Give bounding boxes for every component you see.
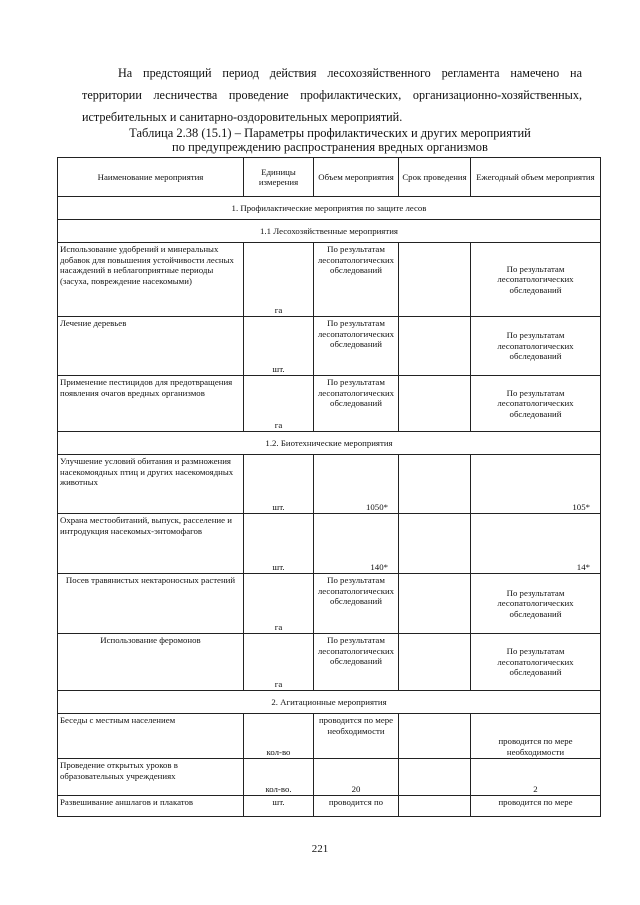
header-annual: Ежегодный объем мероприятия bbox=[471, 158, 601, 197]
section-heading: 1. Профилактические мероприятия по защите лесов bbox=[58, 197, 601, 220]
row-term bbox=[399, 759, 471, 796]
table-row bbox=[58, 317, 601, 376]
table-caption bbox=[60, 126, 600, 154]
page-number: 221 bbox=[311, 843, 329, 855]
caption-line-2: по предупреждению распространения вредных организмов bbox=[172, 140, 488, 154]
table-row bbox=[58, 574, 601, 634]
row-term bbox=[399, 634, 471, 691]
row-volume: 140* bbox=[314, 514, 399, 574]
intro-text: На предстоящий период действия лесохозяйственного регламента намечено на территории лесничества проведение профилактических, организационно-хозяйственных, истребительных и санитарно-оздоровительных мероприятий. bbox=[82, 66, 582, 124]
row-unit: га bbox=[244, 634, 314, 691]
row-volume: По результатам лесопатологических обследований bbox=[314, 634, 399, 691]
row-annual: По результатам лесопатологических обследований bbox=[471, 376, 601, 432]
table-row bbox=[58, 243, 601, 317]
row-volume: 1050* bbox=[314, 455, 399, 514]
row-annual: проводится по мере bbox=[471, 796, 601, 817]
row-name: Беседы с местным населением bbox=[58, 714, 244, 759]
table-row bbox=[58, 376, 601, 432]
row-volume: По результатам лесопатологических обследований bbox=[314, 317, 399, 376]
row-name: Проведение открытых уроков в образовательных учреждениях bbox=[58, 759, 244, 796]
row-annual: проводится по мере необходимости bbox=[471, 714, 601, 759]
table-row bbox=[58, 514, 601, 574]
row-unit: га bbox=[244, 574, 314, 634]
table-row bbox=[58, 714, 601, 759]
measures-table bbox=[57, 157, 601, 817]
row-name: Применение пестицидов для предотвращения появления очагов вредных организмов bbox=[58, 376, 244, 432]
header-volume: Объем мероприятия bbox=[314, 158, 399, 197]
subsection-heading: 1.2. Биотехнические мероприятия bbox=[58, 432, 601, 455]
row-volume: По результатам лесопатологических обследований bbox=[314, 243, 399, 317]
row-term bbox=[399, 714, 471, 759]
header-name: Наименование мероприятия bbox=[58, 158, 244, 197]
row-annual: 105* bbox=[471, 455, 601, 514]
row-volume: проводится по bbox=[314, 796, 399, 817]
row-term bbox=[399, 455, 471, 514]
row-unit: кол-во. bbox=[244, 759, 314, 796]
row-volume: По результатам лесопатологических обследований bbox=[314, 574, 399, 634]
row-annual: По результатам лесопатологических обследований bbox=[471, 574, 601, 634]
table-row bbox=[58, 759, 601, 796]
table-row bbox=[58, 634, 601, 691]
row-name: Охрана местообитаний, выпуск, расселение и интродукция насекомых-энтомофагов bbox=[58, 514, 244, 574]
header-unit: Единицы измерения bbox=[244, 158, 314, 197]
row-annual: 2 bbox=[471, 759, 601, 796]
subsection-heading: 1.1 Лесохозяйственные мероприятия bbox=[58, 220, 601, 243]
table-header-row bbox=[58, 158, 601, 197]
row-term bbox=[399, 243, 471, 317]
row-name: Использование удобрений и минеральных добавок для повышения устойчивости лесных насаждений в неблагоприятные периоды (засуха, повреждение насекомыми) bbox=[58, 243, 244, 317]
row-unit: шт. bbox=[244, 514, 314, 574]
row-annual: 14* bbox=[471, 514, 601, 574]
row-unit: га bbox=[244, 376, 314, 432]
row-annual: По результатам лесопатологических обследований bbox=[471, 243, 601, 317]
row-term bbox=[399, 376, 471, 432]
row-term bbox=[399, 796, 471, 817]
row-name: Развешивание аншлагов и плакатов bbox=[58, 796, 244, 817]
row-unit: шт. bbox=[244, 455, 314, 514]
row-volume: проводится по мере необходимости bbox=[314, 714, 399, 759]
row-volume: 20 bbox=[314, 759, 399, 796]
row-unit: шт. bbox=[244, 317, 314, 376]
header-term: Срок проведения bbox=[399, 158, 471, 197]
row-name: Улучшение условий обитания и размножения насекомоядных птиц и других насекомоядных животных bbox=[58, 455, 244, 514]
row-volume: По результатам лесопатологических обследований bbox=[314, 376, 399, 432]
row-term bbox=[399, 514, 471, 574]
row-name: Лечение деревьев bbox=[58, 317, 244, 376]
table-row bbox=[58, 455, 601, 514]
row-name: Использование феромонов bbox=[58, 634, 244, 691]
row-unit: кол-во bbox=[244, 714, 314, 759]
intro-paragraph bbox=[82, 62, 582, 128]
row-unit: шт. bbox=[244, 796, 314, 817]
row-annual: По результатам лесопатологических обследований bbox=[471, 634, 601, 691]
row-annual: По результатам лесопатологических обследований bbox=[471, 317, 601, 376]
row-term bbox=[399, 574, 471, 634]
row-name: Посев травянистых нектароносных растений bbox=[58, 574, 244, 634]
section-heading: 2. Агитационные мероприятия bbox=[58, 691, 601, 714]
row-term bbox=[399, 317, 471, 376]
table-row bbox=[58, 796, 601, 817]
caption-line-1: Таблица 2.38 (15.1) – Параметры профилактических и других мероприятий bbox=[129, 126, 531, 140]
row-unit: га bbox=[244, 243, 314, 317]
